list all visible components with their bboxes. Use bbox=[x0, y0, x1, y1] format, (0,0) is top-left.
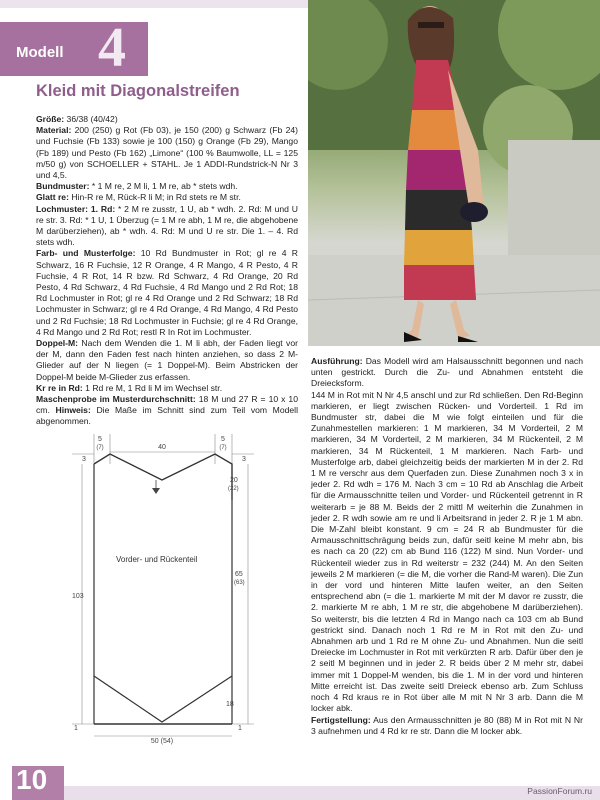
farb-label: Farb- und Musterfolge: bbox=[36, 248, 136, 259]
diagram-label: Vorder- und Rückenteil bbox=[116, 555, 198, 564]
kr-text: 1 Rd re M, 1 Rd li M im Wechsel str. bbox=[82, 382, 223, 393]
page-title: Kleid mit Diagonalstreifen bbox=[36, 82, 240, 100]
farb-paragraph bbox=[36, 248, 298, 338]
neckline-shape bbox=[94, 454, 232, 500]
farb-text: 10 Rd Bundmuster in Rot; gl re 4 R Schwarz, 16 R Fuchsie, 12 R Orange, 4 R Mango, 4 R Pesto, 4 R Fuchsie, 4 R Rot, 14 R bzw. Rd Schwarz, 4 Rd Orange, 20 Rd Pesto, 4 Rd Schwarz, 4 Rd Fuchsie, 4 Rd Mango und 2 Rd Rot; 18 Rd Lochmuster in Rot; gl re 4 Rd Orange und 2 Rd Schwarz; 18 Rd Lochmuster in Schwarz; gl re 4 Rd Orange, 4 Rd Mango, 4 Rd Pesto und 2 Rd Fuchsie; 18 Rd Lochmuster in Fuchsie; gl re 4 Rd Orange, 4 Rd Mango und 2 Rd Rot; restl R In Rot im Lochmuster. bbox=[36, 248, 298, 337]
size-paragraph bbox=[36, 114, 298, 125]
material-label: Material: bbox=[36, 125, 72, 136]
kr-paragraph bbox=[36, 383, 298, 394]
loch-text: * 2 M re zusstr, 1 U, ab * wdh. 2. Rd: M und U re str. 3. Rd: * 1 U, 1 Überzug (= 1 M re abh, 1 M re, die abgehobene M darüberziehen), ab * wdh. 4. Rd: M und U re str. Die 1. – 4. Rd stets wdh. bbox=[36, 203, 299, 248]
doppel-label: Doppel-M: bbox=[36, 338, 79, 349]
bund-paragraph bbox=[36, 181, 298, 192]
dim-bottom-width: 50 (54) bbox=[150, 738, 174, 745]
fertig-text: Aus den Armausschnitten je 80 (88) M in Rot mit N Nr 3 aufnehmen und 4 Rd kr re str. Dann die M locker abk. bbox=[311, 714, 583, 736]
dim-total: 103 bbox=[72, 593, 84, 600]
ausf-label: Ausführung: bbox=[311, 356, 363, 366]
glatt-paragraph bbox=[36, 192, 298, 203]
dim-hem-right: 1 bbox=[238, 725, 242, 732]
dim-armhole: 20 bbox=[230, 477, 238, 484]
maschen-label: Maschenprobe im Musterdurchschnitt: bbox=[36, 394, 196, 405]
ausf-text: Das Modell wird am Halsausschnitt begonnen und nach unten gestrickt. Durch die Zu- und Abnahmen entsteht die Dreiecksform. bbox=[311, 356, 583, 389]
bund-text: * 1 M re, 2 M li, 1 M re, ab * stets wdh. bbox=[89, 181, 238, 192]
left-column bbox=[36, 114, 298, 428]
dim-neck-left: 3 bbox=[82, 456, 86, 463]
bottom-color-band bbox=[64, 786, 600, 800]
dim-side-sub: (63) bbox=[234, 580, 245, 586]
size-value: 36/38 (40/42) bbox=[64, 114, 118, 124]
maschen-text: 18 M und 27 R = 10 x 10 cm. bbox=[36, 394, 298, 416]
ausf-paragraph bbox=[311, 356, 583, 390]
body-paragraph: 144 M in Rot mit N Nr 4,5 anschl und zur Rd schließen. Den Rd-Beginn markieren, er liegt zwischen Rücken- und Vorderteil. 1 Rd im Bundmuster str, dabei die M wie folgt einteilen und für die Zunahmestellen markieren: 1 M markieren, 34 M Vorderteil, 2 M markieren, 34 M Vorderteil, 2 M markieren, 34 M Rückenteil, 2 M markieren, 34 M Rückenteil, 1 M markieren. Nach Farb- und Musterfolge arb, dabei gleichzeitig beids der markierten M in der 2. Rd 1 M re verschr aus dem Querfaden zun. Diese Zunahmen noch 3 x in jeder 2. Rd wdh = 176 M. Nach 3 cm = 10 Rd ab Anschlag die Arbeit für die Armausschnitte teilen und Vorder- und Rückenteil getrennt in R weiterarb = je 88 M. Beids der 2 mittl M weiterhin die Zunahmen in jeder 2. R wdh sowie am re und li Arbeitsrand in jeder 2. R je 1 M abn. Die M-Zahl bleibt konstant. 9 cm = 24 R ab Bundmuster für die Armausschnittschrägung beids zun, dafür seitl keine M mehr abn, bis es nach ca 20 (22) cm ab Bund 116 (122) M sind. Nun Vorder- und Rückenteil wieder zus in Rd weiterstr = 232 (244) M. An den Seiten jeweils 2 M markieren (= die M, die vorher die Rand-M waren). Die Zun in der vord und hinteren Mitte laufen weiter, an den Seiten entsprechend abn (= die 1. markierte M mit der M davor re zusstr, die 2. markierte M re abh, 1 M re str, die abgehobene M darüberziehen). So weiterstr, bis die letzten 4 Rd in Mango nach ca 103 cm ab Bund gestrickt sind. Danach noch 1 Rd re M in Rot mit den Zu- und Abnahmen arb und 1 Rd re M ohne Zu- und Abnahmen. Nun die seitl Dreiecke im Lochmuster in Rot mit verkürzten R arb. Dafür über den je 2 seitl M beginnen und in jeder 2. R beids über 2 M mehr str, dabei immer mit 1 Doppel-M wenden, bis die 1. M in der vord und hinteren Mitte erreicht ist. Das zweite seitl Dreieck ebenso arb. Zum Schluss noch 4 Rd kraus re in Rot über alle M mit N Nr 3 arb. Dann die M locker abk. bbox=[311, 389, 583, 714]
dim-side: 65 bbox=[235, 571, 243, 578]
hem-triangle bbox=[94, 676, 232, 722]
hinweis-text: Die Maße im Schnitt sind zum Teil vom Modell abgenommen. bbox=[36, 405, 299, 427]
dim-top-left-sub: (7) bbox=[96, 445, 104, 451]
doppel-paragraph bbox=[36, 338, 298, 383]
kr-label: Kr re in Rd: bbox=[36, 382, 83, 393]
model-photo bbox=[308, 0, 600, 346]
doppel-text: Nach dem Wenden die 1. M li abh, der Faden liegt vor der M, dann den Faden fest nach hinten anziehen, so dass 2 M-Glieder auf der N liegen (= 1 Doppel-M). Beim Abstricken der Doppel-M beide M-Glieder zus erfassen. bbox=[36, 338, 298, 382]
right-column bbox=[311, 356, 583, 737]
dim-bottom-side: 18 bbox=[226, 701, 234, 708]
knit-direction-arrow-icon bbox=[152, 488, 160, 494]
material-text: 200 (250) g Rot (Fb 03), je 150 (200) g Schwarz (Fb 24) und Fuchsie (Fb 133) sowie je 100 (150) g Orange (Fb 29), Mango (Fb 189) und Pesto (Fb 162) „Limone“ (100 % Baumwolle, LL = 125 m/50 g) von SCHOELLER + STAHL. Je 1 ADDI-Rundstrick-N Nr 3 und 4,5. bbox=[36, 125, 298, 181]
maschen-paragraph bbox=[36, 394, 298, 428]
dim-neck-right: 3 bbox=[242, 456, 246, 463]
glatt-text: Hin-R re M, Rück-R li M; in Rd stets re M str. bbox=[68, 192, 241, 203]
hinweis-label: Hinweis: bbox=[55, 405, 91, 416]
photo-illustration bbox=[308, 0, 600, 346]
model-label: Modell bbox=[16, 44, 64, 61]
dim-armhole-sub: (22) bbox=[228, 486, 239, 492]
bund-label: Bundmuster: bbox=[36, 181, 90, 192]
dim-top-left: 5 bbox=[98, 436, 102, 443]
sewing-diagram bbox=[70, 430, 300, 748]
fertig-paragraph bbox=[311, 715, 583, 737]
dim-top-width: 40 bbox=[158, 444, 166, 451]
material-paragraph bbox=[36, 125, 298, 181]
footer-credit: PassionForum.ru bbox=[527, 786, 592, 796]
page-number: 10 bbox=[16, 764, 48, 795]
loch-paragraph bbox=[36, 204, 298, 249]
dim-top-right-sub: (7) bbox=[219, 445, 227, 451]
dim-hem-left: 1 bbox=[74, 725, 78, 732]
model-number: 4 bbox=[98, 17, 126, 79]
fertig-label: Fertigstellung: bbox=[311, 714, 371, 725]
loch-label: Lochmuster: 1. Rd: bbox=[36, 203, 116, 214]
dim-top-right: 5 bbox=[221, 436, 225, 443]
glatt-label: Glatt re: bbox=[36, 192, 69, 203]
size-label: Größe: bbox=[36, 114, 65, 124]
